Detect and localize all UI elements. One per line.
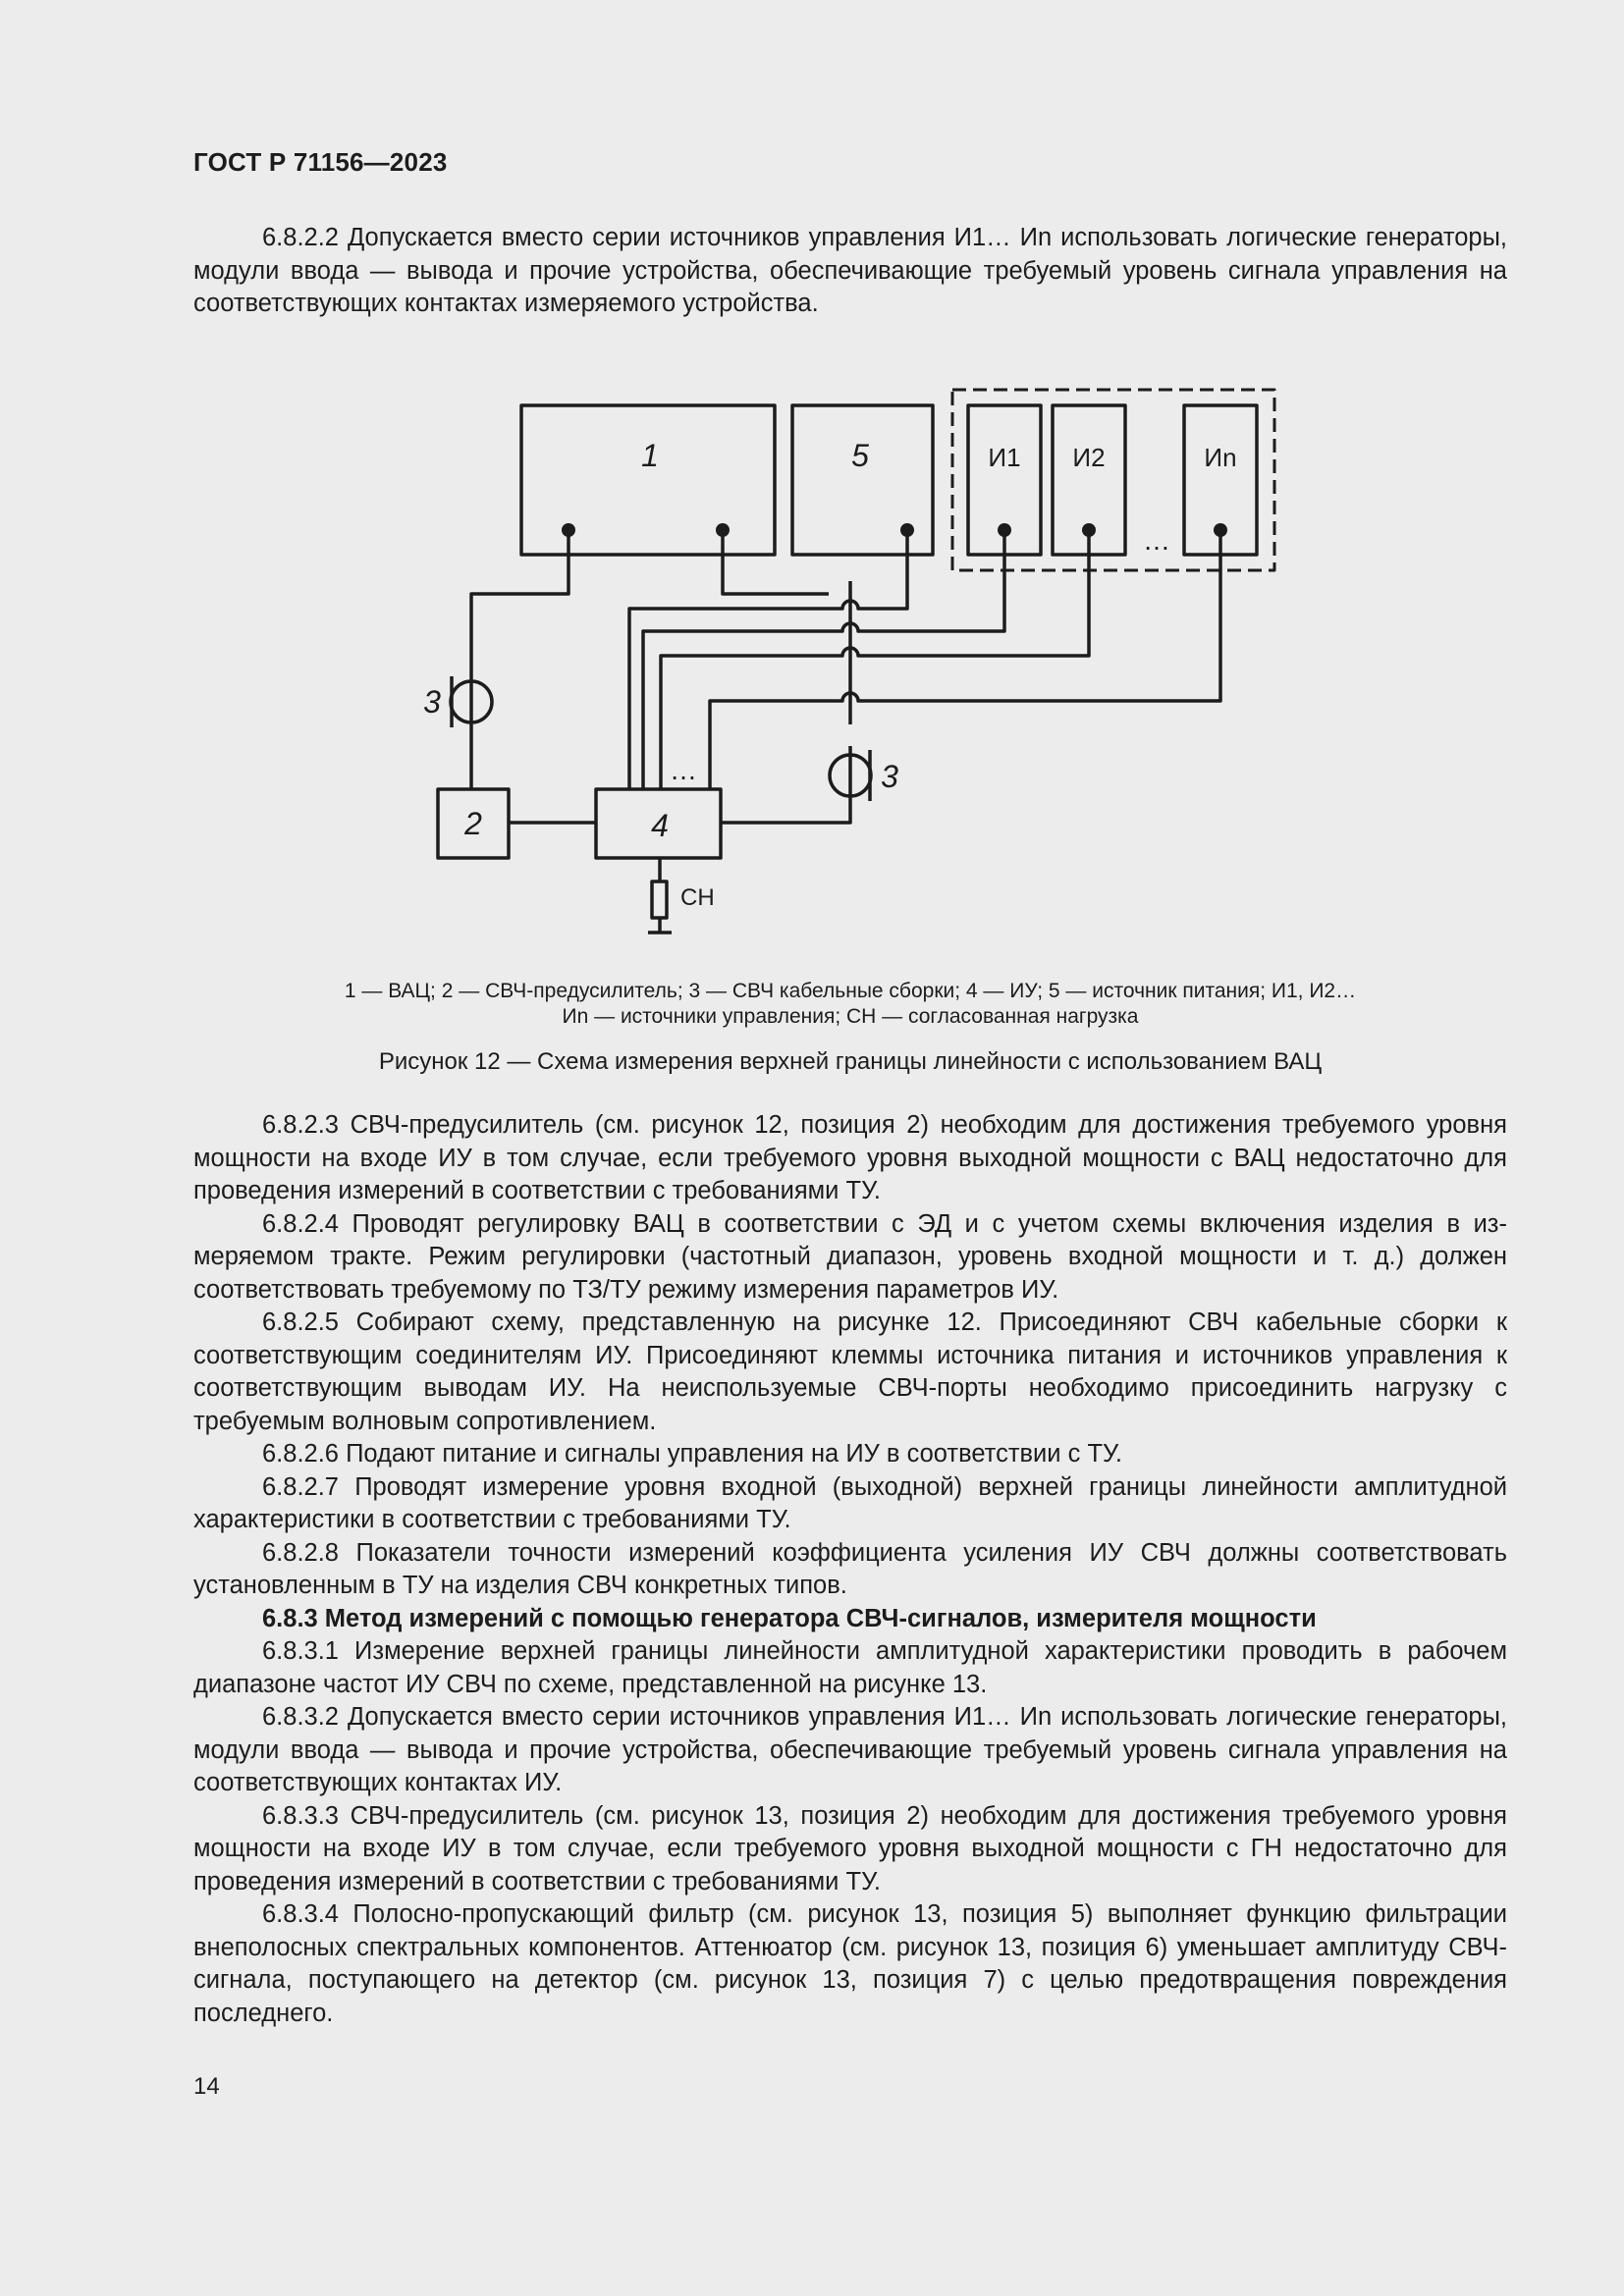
section-heading-683: 6.8.3 Метод измерений с помощью генератора СВЧ-сигналов, измерителя мощности bbox=[262, 1604, 1317, 1632]
body-section-682 bbox=[193, 1109, 1507, 2030]
dots-top: … bbox=[1143, 525, 1170, 556]
control-sources-group bbox=[952, 390, 1274, 570]
block-5-label: 5 bbox=[851, 438, 869, 473]
figure-caption-line1: 1 — ВАЦ; 2 — СВЧ-предусилитель; 3 — СВЧ кабельные сборки; 4 — ИУ; 5 — источник питания; И1, И2… bbox=[344, 980, 1357, 1002]
block-in-label: Иn bbox=[1204, 443, 1237, 472]
matched-load-label: СН bbox=[680, 884, 715, 911]
paragraph: 6.8.3.1 Измерение верхней границы линейности амплитудной характеристики проводить в рабочем диапазоне частот ИУ СВЧ по схеме, представленной на рисунке 13. bbox=[193, 1637, 1507, 1698]
block-2-label: 2 bbox=[464, 806, 482, 841]
figure-title: Рисунок 12 — Схема измерения верхней границы линейности с использованием ВАЦ bbox=[378, 1048, 1323, 1075]
cable-label-right: 3 bbox=[881, 759, 898, 794]
paragraph: 6.8.3.3 СВЧ-предусилитель (см. рисунок 13, позиция 2) необходим для достижения требуемого уровня мощности на входе ИУ в том случае, если требуемого уровня выходной мощности с ГН недостаточно для проведения измерений в соответствии с требованиями ТУ. bbox=[193, 1801, 1507, 1896]
paragraph: 6.8.2.8 Показатели точности измерений коэффициента усиления ИУ СВЧ должны соответствовать установленным в ТУ на изделия СВЧ конкретных типов. bbox=[193, 1538, 1507, 1599]
paragraph: 6.8.2.7 Проводят измерение уровня входной (выходной) верхней границы линейности амплитудной характеристики в соответствии с требованиями ТУ. bbox=[193, 1472, 1507, 1533]
dots-mid: … bbox=[670, 755, 697, 785]
block-1-label: 1 bbox=[641, 438, 659, 473]
block-1-vna bbox=[521, 405, 775, 555]
paragraph: 6.8.3.2 Допускается вместо серии источников управления И1… Иn использовать логические генераторы, модули ввода — вывода и прочие устройства, обеспечивающие требуемый уровень сигнала управления на соответствующих контактах ИУ. bbox=[193, 1703, 1507, 1796]
document-header: ГОСТ Р 71156—2023 bbox=[193, 147, 448, 177]
paragraph-6822: 6.8.2.2 Допускается вместо серии источников управления И1… Иn использовать логические генераторы, модули ввода — вывода и прочие устройства, обеспечивающие требуемый уровень сигнала управления на соответствующих контактах измеряемого устройства. bbox=[193, 224, 1507, 317]
paragraph: 6.8.2.5 Собирают схему, представленную на рисунке 12. Присоединяют СВЧ кабельные сборки к соответствующим соединителям ИУ. Присоединяют клеммы источника питания и источников управления к соответствующим выводам ИУ. На неиспользуемые СВЧ-порты необходимо присоединить нагрузку с требуемым волновым сопротивлением. bbox=[193, 1308, 1507, 1435]
measurement-diagram bbox=[0, 0, 1624, 962]
paragraph: 6.8.2.3 СВЧ-предусилитель (см. рисунок 12, позиция 2) необходим для достижения требуемого уровня мощности на входе ИУ в том случае, если требуемого уровня выходной мощности с ВАЦ недостаточно для проведения измерений в соответствии с требованиями ТУ. bbox=[193, 1111, 1507, 1204]
figure-caption-line2: Иn — источники управления; СН — согласованная нагрузка bbox=[562, 1005, 1139, 1028]
block-i2-label: И2 bbox=[1072, 443, 1106, 472]
block-i1-label: И1 bbox=[988, 443, 1021, 472]
paragraph: 6.8.2.4 Проводят регулировку ВАЦ в соответствии с ЭД и с учетом схемы включения изделия в измеряемом тракте. Режим регулировки (частотный диапазон, уровень входной мощности и т. д.) должен соответствовать требуемому по ТЗ/ТУ режиму измерения параметров ИУ. bbox=[193, 1209, 1507, 1304]
matched-load-resistor bbox=[652, 881, 667, 918]
paragraph: 6.8.2.6 Подают питание и сигналы управления на ИУ в соответствии с ТУ. bbox=[262, 1440, 1122, 1468]
page-number: 14 bbox=[193, 2073, 220, 2100]
block-4-label: 4 bbox=[651, 808, 669, 843]
paragraph: 6.8.3.4 Полосно-пропускающий фильтр (см. рисунок 13, позиция 5) выполняет функцию фильтрации внеполосных спектральных компонентов. Аттенюатор (см. рисунок 13, позиция 6) уменьшает амплитуду СВЧ-сигнала, поступающего на детектор (см. рисунок 13, позиция 7) с целью предотвращения повреждения последнего. bbox=[193, 1900, 1507, 2027]
cable-label-left: 3 bbox=[423, 684, 441, 720]
